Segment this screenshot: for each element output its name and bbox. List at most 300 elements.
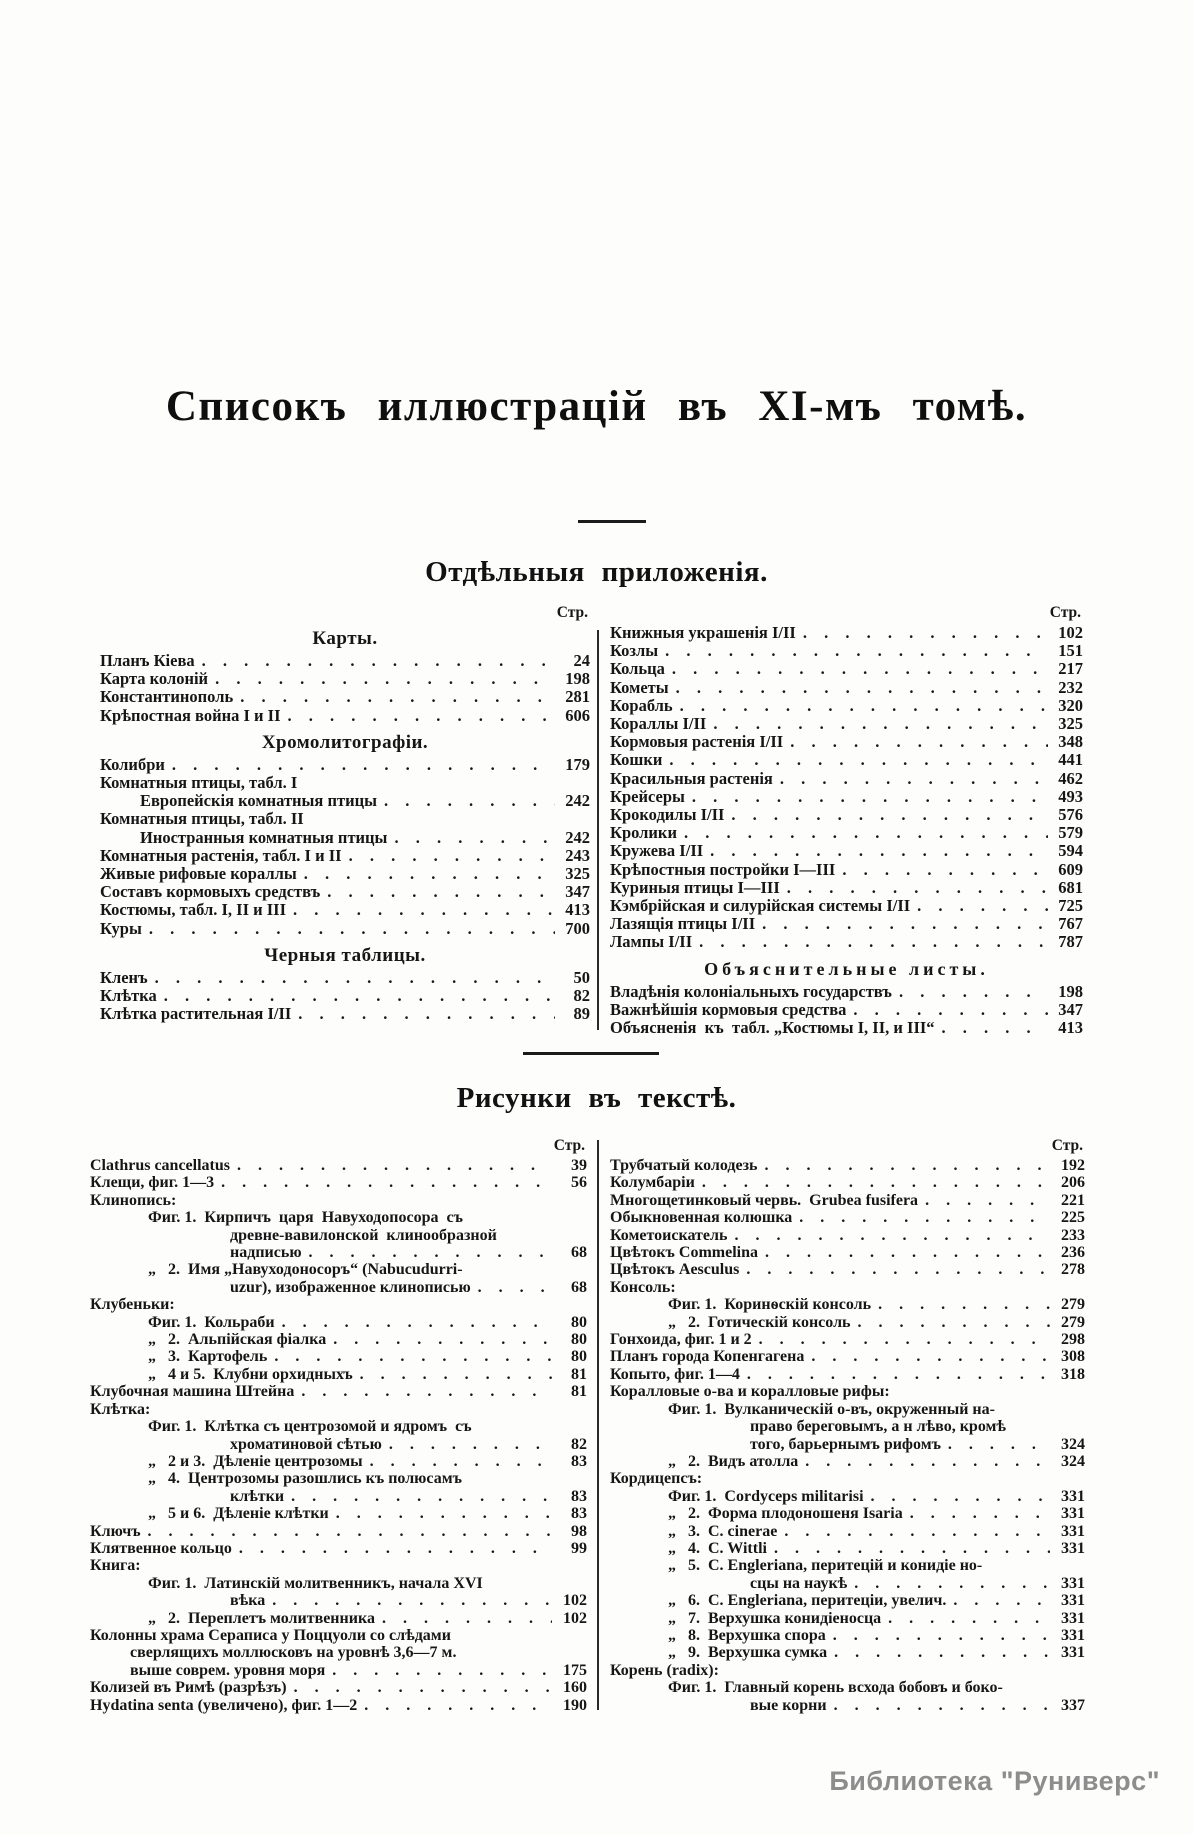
dot-leader (237, 1157, 552, 1174)
toc-row (90, 1192, 587, 1209)
dot-leader (364, 1697, 552, 1714)
toc-subheading: Хромолитографіи. (261, 731, 429, 753)
toc-row (90, 1366, 587, 1383)
toc-entry-text: Колизей въ Римѣ (разрѣзъ) (90, 1679, 287, 1697)
page-number: 236 (1061, 1244, 1085, 1262)
toc-entry-text: Кометоискатель (610, 1226, 728, 1244)
page-number: 331 (1061, 1626, 1085, 1644)
page-number: 217 (1058, 659, 1083, 679)
page-number: 80 (571, 1348, 587, 1366)
toc-entry-text: Кольца (610, 660, 665, 679)
page-number: 331 (1061, 1522, 1085, 1540)
toc-row (610, 715, 1083, 733)
dot-leader (953, 1592, 1050, 1609)
toc-entry-text: „ 5 и 6. Дѣленіе клѣтки (148, 1505, 329, 1523)
toc-list-figures-left (90, 1157, 587, 1714)
toc-row (610, 1575, 1085, 1592)
toc-entry-text: Куриныя птицы I—III (610, 878, 780, 897)
toc-entry-text: Коралловые о-ва и коралловые рифы: (610, 1383, 890, 1401)
toc-entry-text: „ 2. Видъ атолла (668, 1452, 799, 1470)
dot-leader (333, 1331, 552, 1348)
dot-leader (790, 733, 1048, 751)
toc-row (610, 1019, 1083, 1037)
toc-row (610, 897, 1083, 915)
column-divider (597, 1140, 599, 1710)
page-number: 225 (1061, 1209, 1085, 1227)
page-number: 609 (1058, 859, 1083, 879)
toc-entry-text: Многощетинковый червь. Grubea fusifera (610, 1191, 919, 1209)
dot-leader (917, 897, 1048, 915)
toc-entry-text: „ 8. Верхушка спора (668, 1626, 826, 1644)
toc-row (610, 1610, 1085, 1627)
toc-row (610, 1523, 1085, 1540)
toc-row (90, 1157, 587, 1174)
toc-entry-text: Кошки (610, 751, 663, 770)
toc-entry-text: Hydatina senta (увеличено), фиг. 1—2 (90, 1696, 358, 1714)
toc-row (100, 883, 590, 901)
toc-entry-text: Цвѣтокъ Commelina (610, 1244, 758, 1262)
page-number: 594 (1058, 841, 1083, 861)
toc-row (90, 1610, 587, 1627)
page-number: 190 (563, 1696, 587, 1714)
toc-row (90, 1697, 587, 1714)
page-number: 462 (1058, 768, 1083, 788)
page-number: 99 (571, 1539, 587, 1557)
toc-row (90, 1174, 587, 1191)
toc-row (90, 1436, 587, 1453)
toc-entry-text: Живые рифовые кораллы (100, 865, 297, 884)
toc-entry-text: Книжныя украшенія I/II (610, 624, 796, 642)
toc-row (610, 751, 1083, 769)
toc-entry-text: „ 3. C. cinerae (668, 1522, 778, 1540)
dot-leader (215, 670, 555, 688)
dot-leader (762, 915, 1048, 933)
toc-row (610, 1401, 1085, 1418)
page-title: Списокъ иллюстрацій въ XI-мъ томѣ. (165, 383, 1028, 430)
toc-entry-text: Колибри (100, 755, 165, 774)
page-number: 767 (1058, 914, 1083, 934)
page-number: 179 (565, 754, 590, 774)
dot-leader (155, 969, 555, 987)
page-number: 331 (1061, 1644, 1085, 1662)
toc-entry-text: Крѣпостная война I и II (100, 706, 281, 725)
toc-entry-text: Крейсеры (610, 787, 685, 806)
toc-entry-text: клѣтки (230, 1487, 285, 1505)
toc-row (610, 1679, 1085, 1696)
page-number: 325 (565, 864, 590, 884)
page-number: 56 (571, 1174, 587, 1192)
page-number: 681 (1058, 877, 1083, 897)
dot-leader (834, 1697, 1050, 1714)
dot-leader (240, 688, 555, 706)
page-number: 232 (1058, 677, 1083, 697)
title-rule (578, 520, 646, 523)
toc-row (90, 1540, 587, 1557)
toc-entry-text: Консоль: (610, 1278, 676, 1296)
toc-row (610, 788, 1083, 806)
toc-row (90, 1592, 587, 1609)
toc-entry-text: Фиг. 1. Вулканическій о-въ, окруженный на- (668, 1400, 995, 1418)
toc-entry-text: Карта колоній (100, 670, 209, 689)
page-number: 787 (1058, 932, 1083, 952)
toc-entry-text: Гонхоида, фиг. 1 и 2 (610, 1331, 752, 1349)
page-number: 24 (573, 651, 590, 670)
page-number: 243 (565, 845, 590, 865)
toc-row (100, 810, 590, 828)
toc-entry-text: „ 4. C. Wittli (668, 1539, 767, 1557)
dot-leader (349, 847, 555, 865)
toc-row (610, 1418, 1085, 1435)
toc-entry-text: Константинополь (100, 688, 234, 707)
dot-leader (274, 1348, 552, 1365)
toc-entry-text: Кленъ (100, 968, 148, 987)
toc-entry-text: „ 2 и 3. Дѣленіе центрозомы (148, 1452, 363, 1470)
page-number: 98 (571, 1522, 587, 1540)
dot-leader (164, 987, 555, 1005)
toc-entry-text: того, барьернымъ рифомъ (750, 1435, 941, 1453)
toc-entry-text: Фиг. 1. Cordyceps militarisi (668, 1487, 864, 1505)
toc-entry-text: Фиг. 1. Главный корень всхода бобовъ и боко- (668, 1679, 1003, 1697)
dot-leader (692, 788, 1048, 806)
toc-entry-text: Ключъ (90, 1522, 141, 1540)
page-number: 493 (1058, 786, 1083, 806)
toc-entry-text: Книга: (90, 1557, 141, 1575)
dot-leader (710, 842, 1048, 860)
toc-entry-text: Костюмы, табл. I, II и III (100, 901, 287, 920)
page-number: 279 (1061, 1296, 1085, 1314)
figures-right-column (610, 1138, 1085, 1714)
page-number: 82 (573, 986, 590, 1006)
toc-row (610, 1644, 1085, 1661)
dot-leader (669, 751, 1048, 769)
dot-leader (298, 1005, 555, 1023)
dot-leader (888, 1610, 1050, 1627)
page-number: 331 (1061, 1539, 1085, 1557)
toc-row (610, 879, 1083, 897)
toc-entry-text: Лампы I/II (610, 933, 693, 952)
toc-row (90, 1627, 587, 1644)
toc-row (610, 1592, 1085, 1609)
toc-entry-text: Кораллы I/II (610, 715, 707, 734)
page-number: 324 (1061, 1435, 1085, 1453)
page-number: 233 (1061, 1226, 1085, 1244)
page-number: 68 (571, 1278, 587, 1296)
dot-leader (948, 1436, 1050, 1453)
toc-row (100, 847, 590, 865)
toc-row (90, 1453, 587, 1470)
page-number: 278 (1061, 1261, 1085, 1279)
toc-entry-text: „ 4 и 5. Клубни орхидныхъ (148, 1365, 353, 1383)
page-number: 337 (1061, 1696, 1085, 1714)
page-number: 348 (1058, 732, 1083, 752)
toc-entry-text: Клѣтка растительная I/II (100, 1005, 292, 1024)
toc-entry-text: Кролики (610, 824, 677, 843)
dot-leader (699, 933, 1048, 951)
toc-entry-text: Клѣтка: (90, 1400, 151, 1418)
toc-entry-text: Владѣнія колоніальныхъ государствъ (610, 982, 892, 1001)
toc-row (610, 1470, 1085, 1487)
toc-entry-text: Цвѣтокъ Aesculus (610, 1261, 740, 1279)
toc-entry-text: Корабль (610, 696, 673, 715)
page-number: 279 (1061, 1313, 1085, 1331)
dot-leader (834, 1644, 1050, 1661)
toc-row (90, 1348, 587, 1365)
toc-entry-text: Иностранныя комнатныя птицы (140, 828, 388, 847)
dot-leader (854, 1575, 1050, 1592)
dot-leader (148, 1523, 552, 1540)
page-number: 151 (1058, 641, 1083, 661)
toc-entry-text: Корень (radix): (610, 1661, 719, 1679)
dot-leader (478, 1279, 552, 1296)
toc-row (610, 1697, 1085, 1714)
toc-entry-text: Фиг. 1. Кирпичъ царя Навуходопосора съ (148, 1209, 463, 1227)
page-number: 576 (1058, 805, 1083, 825)
toc-entry-text: Крѣпостныя постройки I—III (610, 860, 836, 879)
dot-leader (746, 1261, 1050, 1278)
page-number: 242 (565, 791, 590, 811)
toc-entry-text: uzur), изображенное клинописью (230, 1278, 471, 1296)
toc-entry-text: Кружева I/II (610, 842, 704, 861)
toc-row (90, 1314, 587, 1331)
dot-leader (787, 879, 1048, 897)
page-number: 83 (571, 1487, 587, 1505)
toc-row (100, 652, 590, 670)
toc-entry-text: Колумбаріи (610, 1174, 695, 1192)
toc-row (610, 806, 1083, 824)
section-rule (523, 1052, 659, 1055)
toc-entry-text: Копыто, фиг. 1—4 (610, 1365, 740, 1383)
toc-entry-text: Комнатныя растенія, табл. I и II (100, 846, 342, 865)
toc-row (610, 1453, 1085, 1470)
page-number: 606 (565, 705, 590, 725)
toc-row (100, 670, 590, 688)
toc-entry-text: надписью (230, 1244, 302, 1262)
toc-entry-text: древне-вавилонской клинообразной (230, 1226, 497, 1244)
dot-leader (811, 1348, 1050, 1365)
toc-row (100, 774, 590, 792)
toc-row (610, 1436, 1085, 1453)
toc-row (100, 688, 590, 706)
toc-entry-text: „ 9. Верхушка сумка (668, 1644, 828, 1662)
toc-row (90, 1644, 587, 1661)
dot-leader (389, 1436, 552, 1453)
toc-row (100, 829, 590, 847)
dot-leader (734, 1227, 1050, 1244)
toc-entry-text: „ 4. Центрозомы разошлись къ полюсамъ (148, 1470, 462, 1488)
toc-row (90, 1488, 587, 1505)
page-number: 242 (565, 827, 590, 847)
toc-entry-text: Фиг. 1. Кольраби (148, 1313, 275, 1331)
dot-leader (172, 756, 555, 774)
toc-entry-text: вые корни (750, 1696, 827, 1714)
toc-entry-text: „ 3. Картофель (148, 1348, 268, 1366)
toc-row (610, 770, 1083, 788)
toc-entry-text: хроматиновой сѣтью (230, 1435, 382, 1453)
toc-row (90, 1662, 587, 1679)
toc-row (90, 1331, 587, 1348)
page-number: 102 (563, 1592, 587, 1610)
dot-leader (765, 1244, 1050, 1261)
toc-entry-text: Фиг. 1. Клѣтка съ центрозомой и ядромъ съ (148, 1418, 472, 1436)
page-number: 83 (571, 1452, 587, 1470)
dot-leader (394, 829, 555, 847)
page-number: 347 (1058, 999, 1083, 1019)
dot-leader (309, 1244, 552, 1261)
toc-row (610, 1627, 1085, 1644)
toc-row (90, 1401, 587, 1418)
dot-leader (713, 715, 1048, 733)
page-number: 102 (1058, 623, 1083, 642)
toc-row (90, 1261, 587, 1278)
page-number: 308 (1061, 1348, 1085, 1366)
dot-leader (282, 1314, 552, 1331)
toc-entry-text: Куры (100, 919, 142, 938)
toc-row (100, 987, 590, 1005)
dot-leader (925, 1192, 1050, 1209)
dot-leader (382, 1610, 552, 1627)
toc-row (610, 697, 1083, 715)
toc-row (90, 1470, 587, 1487)
toc-row (610, 1662, 1085, 1679)
toc-row (610, 1174, 1085, 1191)
toc-row (610, 1314, 1085, 1331)
dot-leader (774, 1540, 1050, 1557)
toc-row (100, 1005, 590, 1023)
toc-row (610, 983, 1083, 1001)
toc-entry-text: Составъ кормовыхъ средствъ (100, 883, 321, 902)
dot-leader (910, 1505, 1050, 1522)
page-number: 80 (571, 1313, 587, 1331)
toc-entry-text: Фиг. 1. Коринѳскій консоль (668, 1296, 872, 1314)
toc-row (610, 1488, 1085, 1505)
page-number: 221 (1061, 1191, 1085, 1209)
toc-entry-text: Клѣтка (100, 987, 157, 1006)
toc-row (610, 824, 1083, 842)
toc-entry-text: „ 2. Альпійская фіалка (148, 1331, 327, 1349)
dot-leader (747, 1366, 1050, 1383)
dot-leader (805, 1453, 1050, 1470)
library-watermark: Библиотека "Руниверс" (829, 1766, 1160, 1796)
dot-leader (871, 1488, 1050, 1505)
toc-entry-text: Кордицепсъ: (610, 1470, 703, 1488)
dot-leader (360, 1366, 552, 1383)
toc-entry-text: „ 2. Готическій консоль (668, 1313, 851, 1331)
section-heading-appendices: Отдѣльныя приложенія. (425, 556, 768, 588)
dot-leader (765, 1157, 1050, 1174)
dot-leader (680, 697, 1048, 715)
page-number: 324 (1061, 1452, 1085, 1470)
page-number: 347 (565, 882, 590, 902)
dot-leader (684, 824, 1048, 842)
page-number: 320 (1058, 695, 1083, 715)
toc-row (610, 624, 1083, 642)
toc-entry-text: Клубеньки: (90, 1296, 175, 1314)
toc-entry-text: „ 7. Верхушка конидіеносца (668, 1609, 882, 1627)
toc-entry-text: Планъ Кіева (100, 652, 195, 670)
toc-row (610, 1331, 1085, 1348)
dot-leader (799, 1209, 1050, 1226)
page-number: 82 (571, 1435, 587, 1453)
toc-entry-text: право береговымъ, а н лѣво, кромѣ (750, 1418, 1007, 1436)
page-number: 318 (1061, 1365, 1085, 1383)
toc-subheading: Объяснительные листы. (704, 958, 989, 979)
dot-leader (272, 1592, 552, 1609)
column-divider (597, 630, 599, 1030)
page-number: 298 (1061, 1331, 1085, 1349)
toc-entry-text: „ 6. C. Engleriana, перитеціи, увелич. (668, 1592, 947, 1610)
toc-row (610, 733, 1083, 751)
dot-leader (676, 679, 1048, 697)
toc-list-appendices-left (100, 628, 590, 1023)
toc-entry-text: „ 2. Имя „Навуходоносоръ“ (Nabucudurri- (148, 1261, 463, 1279)
page-number: 68 (571, 1244, 587, 1262)
dot-leader (665, 642, 1048, 660)
page-number: 700 (565, 918, 590, 938)
dot-leader (899, 983, 1048, 1001)
toc-row (100, 756, 590, 774)
toc-entry-text: Красильныя растенія (610, 769, 773, 788)
page-number: 160 (563, 1679, 587, 1697)
toc-row (610, 915, 1083, 933)
toc-entry-text: Клубочная машина Штейна (90, 1383, 295, 1401)
toc-row (610, 1366, 1085, 1383)
toc-entry-text: „ 2. Форма плодоношеня Isaria (668, 1505, 903, 1523)
toc-entry-text: Лазящія птицы I/II (610, 915, 756, 934)
page-number: 81 (571, 1383, 587, 1401)
toc-entry-text: Клещи, фиг. 1—3 (90, 1174, 215, 1192)
toc-row (90, 1244, 587, 1261)
toc-entry-text: сцы на наукѣ (750, 1574, 848, 1592)
toc-entry-text: Важнѣйшія кормовыя средства (610, 1000, 847, 1019)
page-number: 331 (1061, 1609, 1085, 1627)
toc-row (610, 1348, 1085, 1365)
toc-subheading: Черныя таблицы. (264, 944, 426, 966)
page-number: 175 (563, 1661, 587, 1679)
page-number: 198 (565, 669, 590, 689)
dot-leader (784, 1523, 1050, 1540)
toc-entry-text: Клятвенное кольцо (90, 1539, 232, 1557)
toc-entry-text: Кормовыя растенія I/II (610, 733, 784, 752)
toc-entry-text: Clathrus cancellatus (90, 1157, 230, 1174)
toc-row (610, 1383, 1085, 1400)
page-number: 331 (1061, 1592, 1085, 1610)
page-number: 579 (1058, 823, 1083, 843)
toc-entry-text: Кэмбрійская и силурійская системы I/II (610, 897, 911, 916)
appendices-left-column (100, 605, 590, 1023)
page-number: 725 (1058, 896, 1083, 916)
figures-left-column (90, 1138, 587, 1714)
toc-entry-text: Планъ города Копенгагена (610, 1348, 805, 1366)
toc-row (90, 1505, 587, 1522)
toc-entry-text: выше соврем. уровня моря (130, 1661, 326, 1679)
page-number: 325 (1058, 714, 1083, 734)
toc-row (100, 969, 590, 987)
dot-leader (672, 660, 1048, 678)
toc-entry-text: Комнатныя птицы, табл. II (100, 810, 304, 829)
toc-row (610, 1209, 1085, 1226)
column-header-str: Стр. (556, 604, 588, 621)
toc-row (610, 1540, 1085, 1557)
toc-entry-text: Обыкновенная колюшка (610, 1209, 793, 1227)
toc-row (610, 1279, 1085, 1296)
dot-leader (731, 806, 1048, 824)
toc-entry-text: Трубчатый колодезь (610, 1157, 758, 1174)
page-number: 413 (1058, 1018, 1083, 1038)
toc-row (90, 1296, 587, 1313)
appendices-right-column (610, 605, 1083, 1037)
page-number: 281 (565, 687, 590, 707)
toc-row (610, 1227, 1085, 1244)
